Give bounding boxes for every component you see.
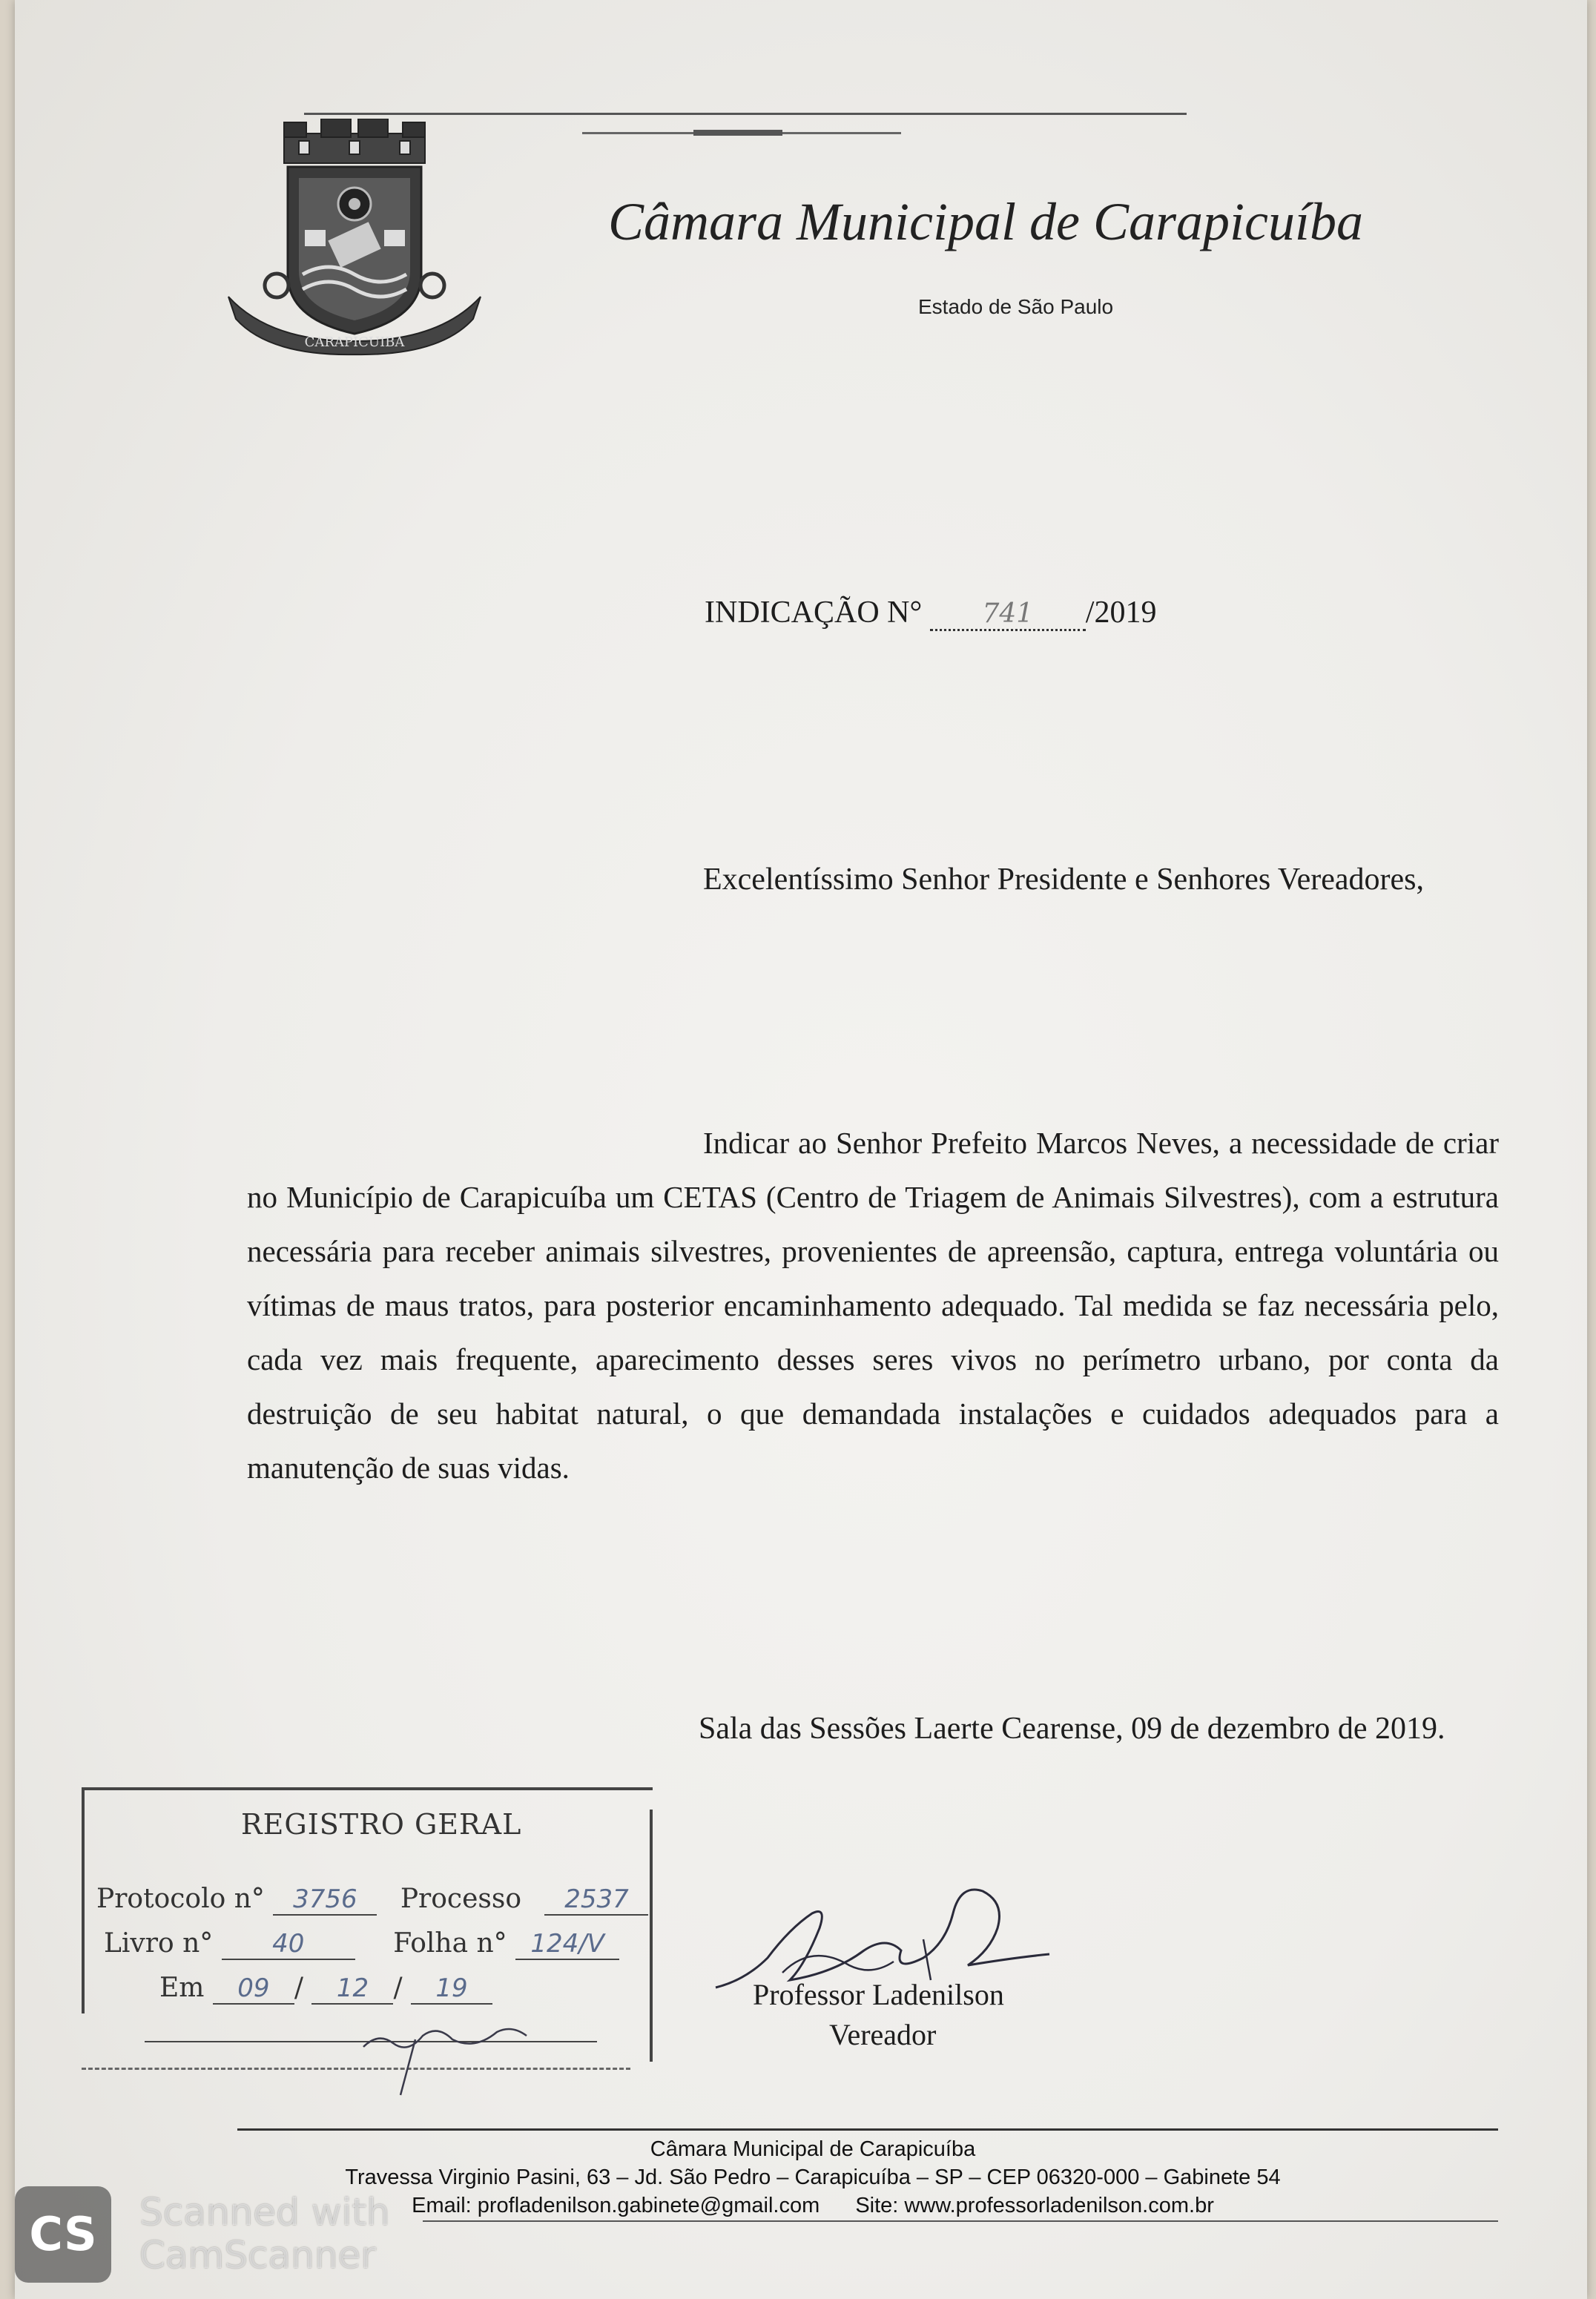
footer-site: Site: www.professorladenilson.com.br [855,2194,1214,2217]
livro-label: Livro n° [104,1928,214,1959]
stamp-date-row: Em 09 / 12 / 19 [159,1973,492,2005]
footer-rule-bottom [423,2220,1498,2222]
page-subtitle: Estado de São Paulo [918,295,1114,318]
em-label: Em [159,1973,205,2003]
footer-email: Email: profladenilson.gabinete@gmail.com [412,2194,820,2217]
processo-label: Processo [400,1884,522,1914]
header-rule [304,113,1187,115]
footer-institution: Câmara Municipal de Carapicuíba [650,2137,976,2161]
folha-label: Folha n° [393,1928,507,1959]
folha-value: 124/V [515,1929,619,1960]
body-paragraph: Indicar ao Senhor Prefeito Marcos Neves, a necessidade de criar no Município de Carapicuíba um CETAS (Centro de Triagem de Animais Silvestres), com a estrutura necessária para receber animais silvestres, provenientes de apreensão, captura, entrega voluntária ou vítimas de maus tratos, para posterior encaminhamento adequado. Tal medida se faz necessária pelo, cada vez mais frequente, aparecimento desses seres vivos no perímetro urbano, por conta da destruição de seu habitat natural, o que demandada instalações e cuidados adequados para a manutenção de suas vidas. [247,1126,1499,1485]
date-year: 19 [411,1973,492,2005]
document-page [15,0,1587,2299]
stamp-protocolo-row [96,1884,648,1916]
stamp-title: REGISTRO GERAL [241,1808,522,1841]
indicacao-prefix: INDICAÇÃO N° [705,596,923,630]
protocolo-label: Protocolo n° [96,1884,265,1914]
footer-address: Travessa Virginio Pasini, 63 – Jd. São Pedro – Carapicuíba – SP – CEP 06320-000 – Gabinete 54 [345,2166,1281,2189]
body-paragraph-container [247,1116,1499,1495]
indicacao-heading [705,595,1156,631]
salutation: Excelentíssimo Senhor Presidente e Senhores Vereadores, [703,862,1424,897]
crest-banner: CARAPICUIBA [304,334,405,350]
watermark-line1: Scanned with [139,2191,390,2234]
camscanner-watermark [15,2186,430,2290]
stamp-livro-row [104,1928,619,1960]
date-month: 12 [311,1973,393,2005]
protocolo-value: 3756 [273,1884,377,1916]
stamp-signature-icon [349,2010,541,2099]
header-rule-mark [693,130,782,136]
footer-rule [237,2128,1498,2131]
registro-geral-stamp [82,1787,653,2073]
indicacao-number: 741 [930,598,1086,631]
watermark-line2: CamScanner [139,2234,376,2277]
watermark-text [139,2191,390,2277]
processo-value: 2537 [544,1884,648,1916]
municipal-crest-icon [225,119,484,356]
camscanner-logo-icon: CS [15,2186,111,2283]
page-title: Câmara Municipal de Carapicuíba [608,192,1363,251]
indicacao-suffix: /2019 [1085,596,1157,630]
date-day: 09 [213,1973,294,2005]
livro-value: 40 [222,1929,355,1960]
signer-role: Vereador [829,2018,937,2051]
signer-name: Professor Ladenilson [753,1978,1004,2011]
closing-line: Sala das Sessões Laerte Cearense, 09 de dezembro de 2019. [699,1712,1445,1746]
